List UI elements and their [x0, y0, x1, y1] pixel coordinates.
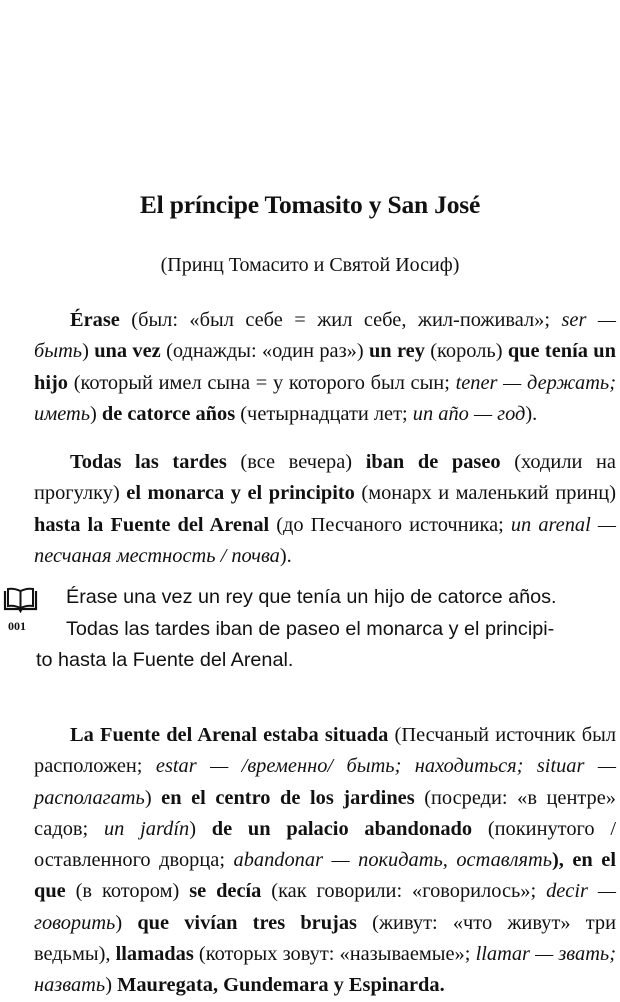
reading-text-block [36, 582, 618, 677]
dictionary-note: ser — быть [34, 309, 616, 363]
spanish-phrase: una vez [94, 340, 161, 363]
translation-text: (покинутого / оставленного дворца; [34, 817, 616, 872]
annotated-paragraph-2 [34, 447, 616, 572]
dictionary-note: abandonar — покидать, оставлять [233, 849, 552, 872]
translation-text: (однажды: «один раз») [160, 340, 369, 363]
spanish-phrase: de catorce años [101, 402, 236, 425]
open-book-icon [3, 587, 38, 613]
translation-text: (монарх и маленький принц) [354, 482, 616, 505]
translation-text: (как говорили: «говорилось»; [261, 880, 547, 903]
translation-text: ). [279, 544, 292, 567]
spanish-phrase: un rey [368, 340, 425, 363]
translation-text: (посреди: «в центре» садов; [34, 786, 616, 840]
chapter-title: El príncipe Tomasito y San José [139, 190, 481, 219]
spanish-phrase: en el centro de los jardines [161, 786, 415, 809]
spanish-phrase: que tenía un hijo [34, 340, 616, 394]
translation-text: (который имел сына = у которого был сын; [68, 371, 456, 394]
reading-line: Érase una vez un rey que tenía un hijo de catorce años. [66, 586, 557, 608]
spanish-phrase: Érase [70, 309, 120, 331]
dictionary-note: estar — /временно/ быть; находиться; situar — располагать [34, 755, 617, 809]
spanish-phrase: iban de paseo [365, 451, 501, 473]
translation-text: (ходили на прогулку) [34, 451, 616, 505]
translation-text: (был: «был себе = жил себе, жил-поживал»; [119, 309, 562, 331]
spanish-phrase: Todas las tardes [70, 451, 227, 473]
spanish-phrase: que vivían tres brujas [137, 911, 357, 934]
spanish-phrase: hasta la Fuente del Arenal [34, 513, 270, 536]
dictionary-note: llamar — звать; назвать [34, 943, 616, 997]
translation-text: (король) [424, 340, 508, 363]
spanish-phrase: de un palacio abandonado [211, 817, 473, 840]
translation-text: (четырнадцати лет; [235, 402, 413, 425]
dictionary-note: un arenal — песчаная местность / почва [34, 513, 616, 567]
translation-text: ) [144, 786, 162, 809]
translation-text: (живут: «что живут» три ведьмы), [34, 911, 617, 966]
spanish-phrase: se decía [189, 880, 262, 903]
translation-text: ) [82, 340, 95, 363]
spanish-phrase: La Fuente del Arenal estaba situada [70, 724, 389, 746]
spanish-phrase: Mauregata, Gundemara y Espinarda. [117, 974, 445, 997]
translation-text: (до Песчаного источника; [269, 513, 511, 536]
translation-text: ) [189, 817, 212, 840]
translation-text: (в котором) [65, 880, 190, 903]
translation-text: (все вечера) [226, 451, 366, 473]
dictionary-note: tener — держать; иметь [34, 371, 616, 425]
reading-line: to hasta la Fuente del Arenal. [36, 649, 294, 671]
translation-text: (Песчаный источник был расположен; [34, 724, 616, 778]
translation-text: ). [525, 402, 538, 425]
chapter-subtitle: (Принц Томасито и Святой Иосиф) [160, 254, 460, 276]
dictionary-note: un jardín [103, 817, 190, 840]
dictionary-note: decir — говорить [34, 880, 616, 934]
fragment-number: 001 [8, 619, 26, 633]
spanish-phrase: el monarca y el principito [126, 482, 355, 505]
translation-text: ) [105, 974, 118, 997]
dictionary-note: un año — год [412, 402, 526, 425]
translation-text: (которых зовут: «называемые»; [193, 943, 476, 966]
annotated-paragraph-3 [34, 720, 616, 1002]
translation-text: ) [90, 402, 102, 425]
spanish-phrase: ), en el que [34, 849, 616, 903]
annotated-paragraph-1 [34, 305, 616, 430]
spanish-phrase: llamadas [115, 943, 194, 966]
translation-text: ) [115, 911, 138, 934]
reading-line: Todas las tardes iban de paseo el monarca y el principi- [66, 617, 555, 640]
